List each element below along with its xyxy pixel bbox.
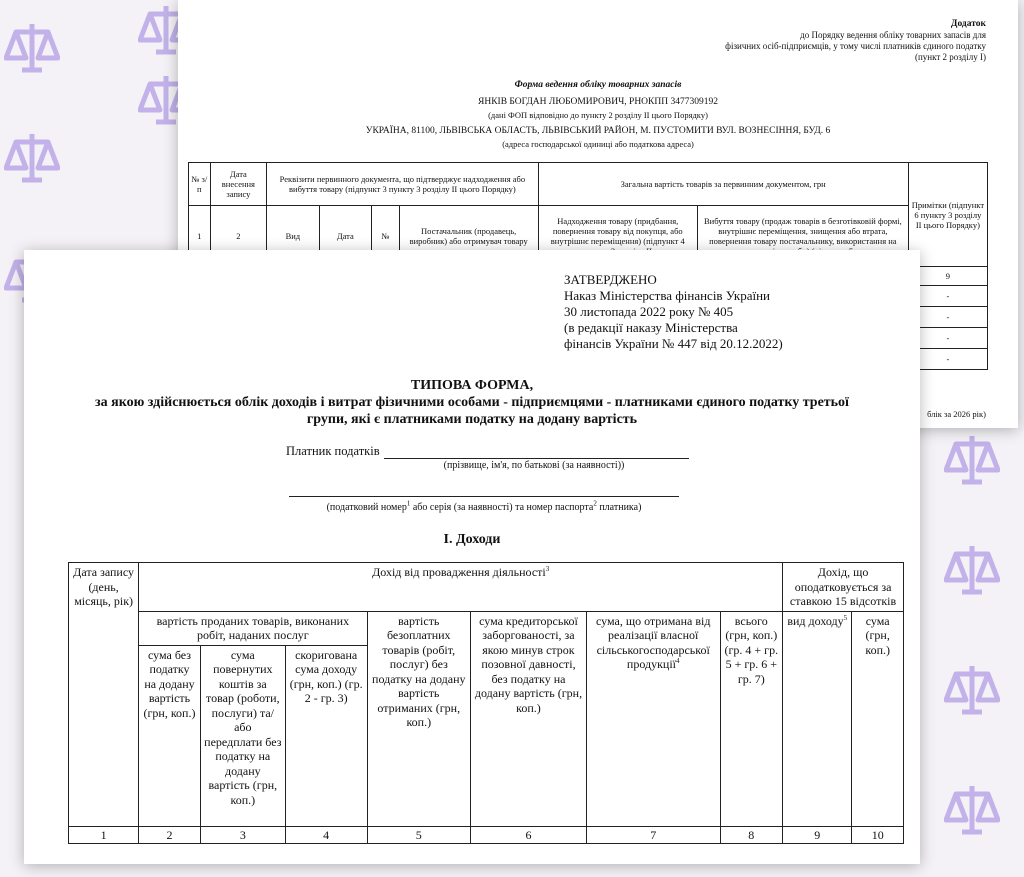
- column-number: 6: [471, 826, 587, 844]
- header-cell: Вид: [267, 206, 319, 267]
- payer-field-line: [384, 446, 689, 459]
- header-cell: сума кредиторської заборгованості, за якою минув строк позовної давності, без податку на додану вартість (грн, коп.): [471, 611, 587, 826]
- header-cell: № з/п: [189, 163, 211, 206]
- payer-label: Платник податків: [286, 444, 380, 458]
- header-cell: сума (грн, коп.): [852, 611, 904, 826]
- tax-number-line: [289, 496, 679, 497]
- front-document-page: [24, 250, 920, 864]
- tax-note-text: або серія (за наявності) та номер паспорта: [410, 502, 594, 513]
- scales-logo-icon: [944, 430, 1000, 490]
- form-subtitle: групи, які є платниками податку на додану вартість: [306, 412, 638, 427]
- header-cell: Реквізити первинного документа, що підтверджує надходження або вибуття товару (підпункт 3 пункту 3 розділу II цього Порядку): [267, 163, 538, 206]
- address: УКРАЇНА, 81100, ЛЬВІВСЬКА ОБЛАСТЬ, ЛЬВІВСЬКИЙ РАЙОН, М. ПУСТОМИТИ ВУЛ. ВОЗНЕСІННЯ, БУД. 6: [365, 126, 831, 136]
- header-cell: 2: [210, 206, 267, 267]
- addendum-title: Додаток: [950, 19, 986, 29]
- scales-logo-icon: [944, 780, 1000, 840]
- footnote-ref: 5: [843, 613, 848, 622]
- table-cell: 9: [908, 267, 987, 286]
- column-number: 2: [139, 826, 201, 844]
- addendum-line: до Порядку ведення обліку товарних запасів для: [800, 30, 986, 40]
- header-cell: Загальна вартість товарів за первинним документом, грн: [538, 163, 908, 206]
- header-cell: сума без податку на додану вартість (грн, коп.): [139, 645, 201, 826]
- payer-note: (прізвище, ім'я, по батькові (за наявності)): [443, 460, 625, 471]
- address-note: (адреса господарської одиниці або податкова адреса): [502, 139, 694, 149]
- approval-line: 30 листопада 2022 року № 405: [564, 304, 734, 319]
- header-cell: [783, 611, 852, 826]
- header-cell: Постачальник (продавець, виробник) або отримувач товару: [399, 206, 538, 267]
- header-cell: [586, 611, 720, 826]
- payer-row: [286, 444, 689, 459]
- person-note: (дані ФОП відповідно до пункту 2 розділу II цього Порядку): [488, 110, 708, 120]
- back-tail-text: блік за 2026 рік): [927, 409, 986, 419]
- footnote-ref: 4: [676, 657, 680, 665]
- form-title: ТИПОВА ФОРМА,: [410, 378, 534, 393]
- section-title: І. Доходи: [443, 532, 501, 547]
- tax-note-text: (податковий номер: [326, 502, 407, 513]
- approval-block: [564, 272, 783, 352]
- person-name: ЯНКІВ БОГДАН ЛЮБОМИРОВИЧ, РНОКПП 3477309192: [478, 97, 718, 107]
- header-text: вид доходу: [787, 613, 844, 628]
- column-number: 4: [285, 826, 367, 844]
- header-text: Дохід від провадження діяльності: [372, 565, 546, 579]
- income-table: [68, 562, 904, 844]
- column-number: 1: [69, 826, 139, 844]
- addendum-line: фізичних осіб-підприємців, у тому числі платників єдиного податку: [725, 41, 986, 51]
- column-number: 3: [200, 826, 285, 844]
- back-form-title: Форма ведення обліку товарних запасів: [514, 80, 682, 90]
- table-cell: -: [908, 349, 987, 370]
- header-cell: скоригована сума доходу (грн, коп.) (гр. 2 - гр. 3): [285, 645, 367, 826]
- column-number: 10: [852, 826, 904, 844]
- tax-note-text: платника): [596, 502, 642, 513]
- approval-line: Наказ Міністерства фінансів України: [564, 288, 770, 303]
- column-number: 9: [783, 826, 852, 844]
- approval-line: ЗАТВЕРДЖЕНО: [564, 272, 657, 287]
- addendum-line: (пункт 2 розділу I): [914, 52, 986, 62]
- header-cell: Дата запису (день, місяць, рік): [69, 563, 139, 827]
- table-cell: -: [908, 328, 987, 349]
- table-cell: -: [908, 286, 987, 307]
- header-cell: всього (грн, коп.) (гр. 4 + гр. 5 + гр. 6 + гр. 7): [720, 611, 783, 826]
- column-number: 5: [367, 826, 471, 844]
- footnote-ref: 1: [406, 499, 411, 508]
- header-cell: Примітки (підпункт 6 пункту 3 розділу II цього Порядку): [908, 163, 987, 267]
- tax-number-note: [224, 499, 744, 513]
- footnote-ref: 2: [593, 499, 597, 508]
- table-cell: -: [908, 307, 987, 328]
- approval-line: фінансів України № 447 від 20.12.2022): [564, 336, 783, 351]
- footnote-ref: 3: [545, 565, 550, 573]
- header-cell: Вибуття товару (продаж товарів в безготівковій формі, внутрішнє переміщення, знищення або втрата, повернення товару постачальнику, використання на: [697, 206, 908, 267]
- header-cell: вартість безоплатних товарів (робіт, послуг) без податку на додану вартість отриманих (грн, коп.): [367, 611, 471, 826]
- header-cell: Дохід, що оподатковується за ставкою 15 відсотків: [783, 563, 904, 612]
- form-subtitle: за якою здійснюється облік доходів і витрат фізичними особами - підприємцями - платниками єдиного податку третьої: [95, 395, 849, 410]
- header-text: сума, що отримана від реалізації власної сільськогосподарської продукції: [595, 613, 711, 671]
- header-cell: Дата: [319, 206, 371, 267]
- scales-logo-icon: [944, 660, 1000, 720]
- header-cell: сума повернутих коштів за товар (роботи, послуги) та/або передплати без податку на додану вартість (грн, коп.): [200, 645, 285, 826]
- column-number: 8: [720, 826, 783, 844]
- addendum-block: [725, 18, 986, 63]
- header-cell: №: [372, 206, 400, 267]
- scales-logo-icon: [4, 128, 60, 188]
- header-cell: Дата внесення запису: [210, 163, 267, 206]
- scales-logo-icon: [4, 18, 60, 78]
- header-cell: Надходження товару (придбання, повернення товару від покупця, або внутрішнє переміщення) (підпункт 4: [538, 206, 697, 267]
- column-number: 7: [586, 826, 720, 844]
- approval-line: (в редакції наказу Міністерства: [564, 320, 738, 335]
- header-cell: 1: [189, 206, 211, 267]
- header-cell: [139, 563, 783, 612]
- header-cell: вартість проданих товарів, виконаних робіт, наданих послуг: [139, 611, 367, 645]
- scales-logo-icon: [944, 540, 1000, 600]
